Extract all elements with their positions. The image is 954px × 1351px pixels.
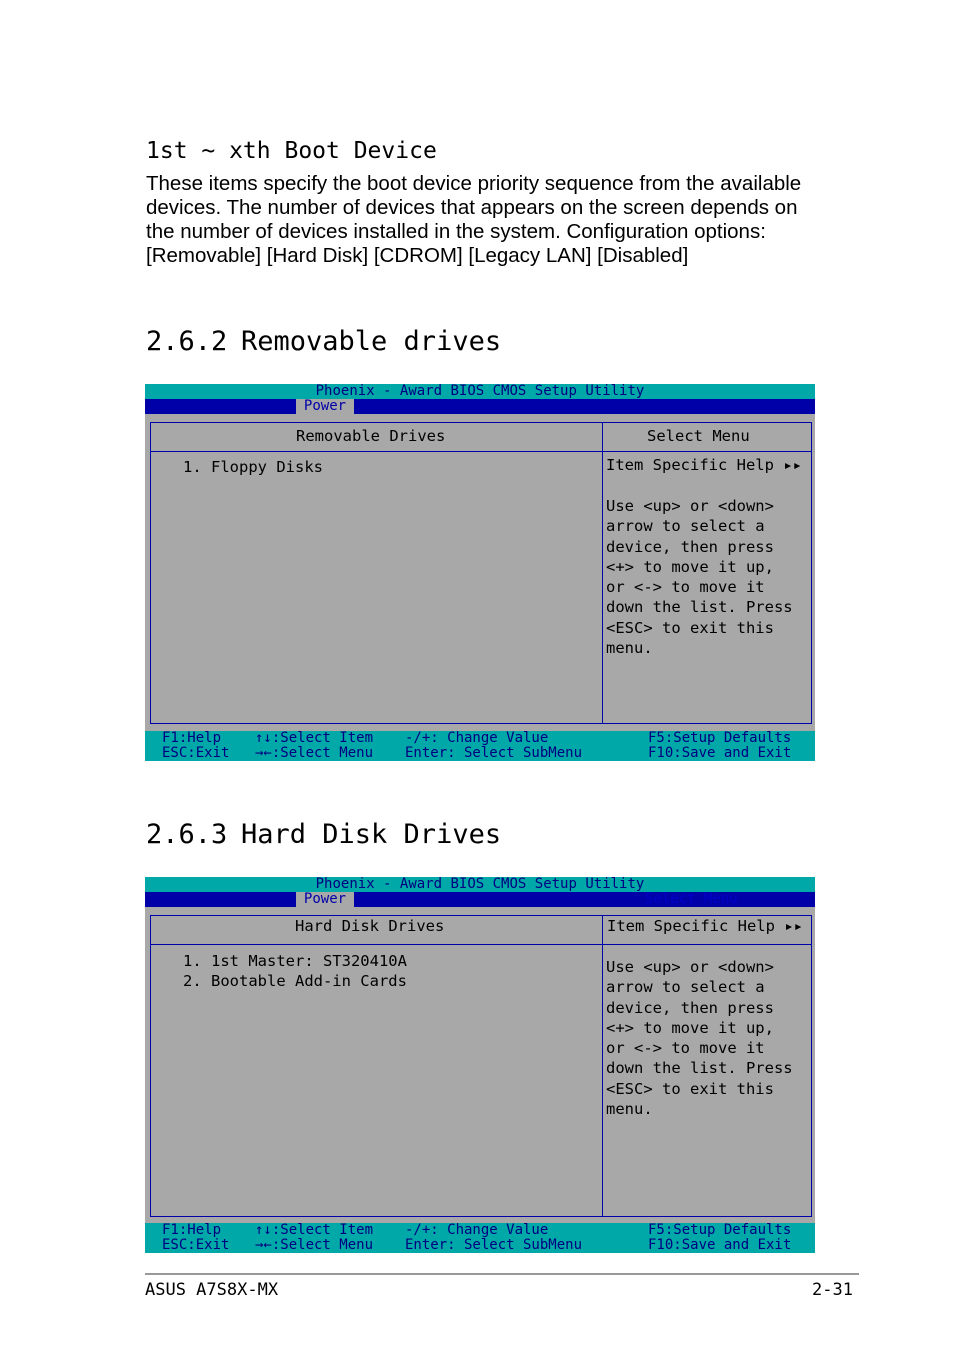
- list-item-bootable-addin[interactable]: 2. Bootable Add-in Cards: [183, 972, 407, 990]
- section-title: Hard Disk Drives: [241, 819, 502, 850]
- bios-footer: [145, 731, 815, 761]
- left-panel-header: Hard Disk Drives: [295, 917, 445, 935]
- list-item-1st-master[interactable]: 1. 1st Master: ST320410A: [183, 952, 407, 970]
- key-select-menu[interactable]: →←:Select Menu: [255, 1237, 374, 1253]
- right-panel-header: Select Menu: [647, 427, 750, 445]
- help-text: Use <up> or <down> arrow to select a device, then press <+> to move it up, or <-> to move it down the list. Press <ESC> to exit this menu.: [606, 497, 793, 658]
- bios-screen-removable: [145, 384, 815, 761]
- footer-rule: [145, 1273, 859, 1275]
- bios-menu-bar: [145, 892, 815, 907]
- bios-title-bar: Phoenix - Award BIOS CMOS Setup Utility: [145, 877, 815, 892]
- footer-page-number: 2-31: [812, 1280, 853, 1300]
- bios-screen-harddisk: [145, 877, 815, 1253]
- key-change-value[interactable]: -/+: Change Value: [405, 1222, 549, 1238]
- double-arrow-icon: ▸▸: [784, 917, 803, 935]
- key-f10-save-exit[interactable]: F10:Save and Exit: [648, 745, 792, 761]
- key-select-item[interactable]: ↑↓:Select Item: [255, 1222, 374, 1238]
- key-f5-defaults[interactable]: F5:Setup Defaults: [648, 1222, 792, 1238]
- bios-title-bar: Phoenix - Award BIOS CMOS Setup Utility: [145, 384, 815, 399]
- footer-model: ASUS A7S8X-MX: [145, 1280, 279, 1300]
- boot-device-heading: 1st ~ xth Boot Device: [146, 138, 437, 164]
- help-title: Item Specific Help: [606, 456, 774, 474]
- section-heading-harddisk: [146, 819, 501, 850]
- key-f1-help[interactable]: F1:Help: [162, 730, 222, 746]
- key-enter-submenu[interactable]: Enter: Select SubMenu: [405, 1237, 583, 1253]
- key-select-menu[interactable]: →←:Select Menu: [255, 745, 374, 761]
- section-number: 2.6.3: [146, 819, 228, 850]
- section-number: 2.6.2: [146, 326, 228, 357]
- section-heading-removable: [146, 326, 501, 357]
- key-change-value[interactable]: -/+: Change Value: [405, 730, 549, 746]
- key-f5-defaults[interactable]: F5:Setup Defaults: [648, 730, 792, 746]
- list-item-floppy-disks[interactable]: 1. Floppy Disks: [183, 458, 323, 476]
- help-text: Use <up> or <down> arrow to select a device, then press <+> to move it up, or <-> to move it down the list. Press <ESC> to exit this menu.: [606, 958, 793, 1119]
- key-esc-exit[interactable]: ESC:Exit: [162, 745, 230, 761]
- left-panel-header: Removable Drives: [296, 427, 446, 445]
- bios-menu-bar: [145, 399, 815, 414]
- key-select-item[interactable]: ↑↓:Select Item: [255, 730, 374, 746]
- key-f1-help[interactable]: F1:Help: [162, 1222, 222, 1238]
- menu-tab-power[interactable]: Power: [296, 399, 354, 414]
- key-esc-exit[interactable]: ESC:Exit: [162, 1237, 230, 1253]
- item-specific-help-title: [606, 455, 816, 475]
- section-title: Removable drives: [241, 326, 502, 357]
- key-enter-submenu[interactable]: Enter: Select SubMenu: [405, 745, 583, 761]
- key-f10-save-exit[interactable]: F10:Save and Exit: [648, 1237, 792, 1253]
- right-panel-header: Item Specific Help ▸▸: [607, 917, 803, 935]
- double-arrow-icon: ▸▸: [783, 456, 802, 474]
- menu-tab-power[interactable]: Power: [296, 892, 354, 907]
- menu-select-hint: Select Menu: [645, 891, 738, 907]
- bios-footer: [145, 1223, 815, 1253]
- boot-device-paragraph: These items specify the boot device priority sequence from the available devices. The number of devices that appears on the screen depends on the number of devices installed in the system. Configuration options: [Removable] [Hard Disk] [CDROM] [Legacy LAN] [Disabled]: [146, 172, 802, 267]
